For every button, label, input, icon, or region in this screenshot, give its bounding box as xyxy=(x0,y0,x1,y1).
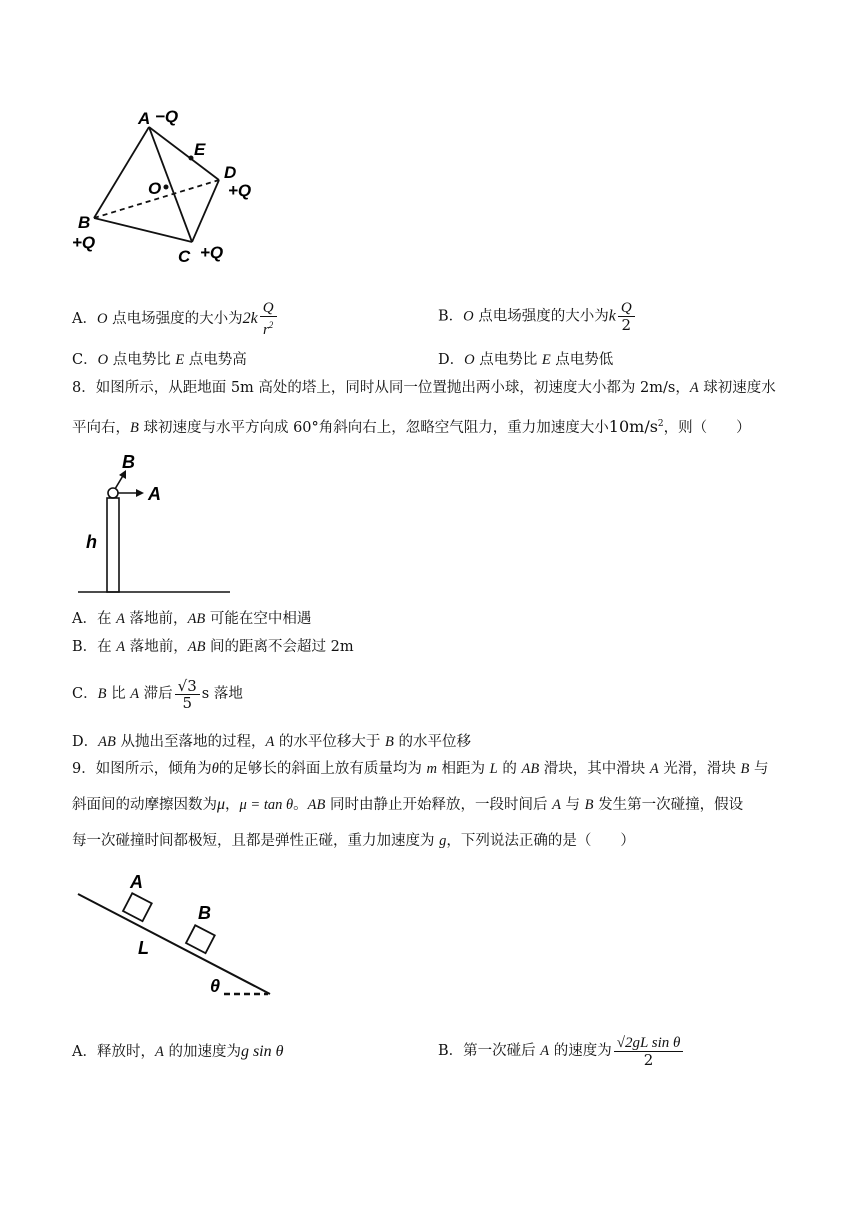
denominator: r xyxy=(262,322,269,338)
var-E: E xyxy=(541,352,551,368)
option-prefix: C． xyxy=(72,352,98,368)
stem-text: 球初速度水 xyxy=(698,380,776,396)
stem-text: ，则（ ） xyxy=(663,419,751,436)
stem-text: 同时由静止开始释放，一段时间后 xyxy=(325,797,553,813)
option-prefix: B．在 xyxy=(72,639,117,655)
q9-option-b xyxy=(438,1028,685,1074)
option-prefix: A． xyxy=(72,311,97,327)
label-A: A xyxy=(138,109,151,128)
option-text: 间的距离不会超过 2m xyxy=(205,639,354,655)
var-A: A xyxy=(552,797,561,813)
var-L: L xyxy=(489,761,498,777)
option-prefix: A．释放时， xyxy=(72,1044,155,1060)
label-charge-B: +Q xyxy=(72,233,96,252)
edge-BC xyxy=(94,218,192,242)
label-L: L xyxy=(138,938,149,958)
q9-stem-line1 xyxy=(72,759,768,779)
option-text: 的加速度为 xyxy=(163,1044,241,1060)
option-text: 的速度为 xyxy=(549,1043,612,1059)
point-O xyxy=(164,185,169,190)
denominator: 5 xyxy=(182,693,192,712)
coef: k xyxy=(608,307,616,325)
label-charge-C: +Q xyxy=(200,243,224,262)
stem-text: 发生第一次碰撞，假设 xyxy=(593,797,744,813)
option-text: 可能在空中相遇 xyxy=(205,611,312,627)
label-h: h xyxy=(86,532,97,552)
block-B xyxy=(186,925,215,953)
option-prefix: A．在 xyxy=(72,611,117,627)
var-O: O xyxy=(97,352,109,368)
numerator: Q xyxy=(260,300,277,317)
q9-stem-line3 xyxy=(72,831,635,851)
coef: 2k xyxy=(242,310,258,327)
label-charge-D: +Q xyxy=(228,181,252,200)
stem-text: 每一次碰撞时间都极短，且都是弹性正碰，重力加速度为 xyxy=(72,833,440,849)
denominator: 2 xyxy=(621,316,632,334)
fraction xyxy=(260,300,277,338)
q9-option-a xyxy=(72,1042,283,1062)
option-text: 点电势低 xyxy=(550,352,614,368)
var-theta: θ xyxy=(211,761,219,777)
option-text: 点电势比 xyxy=(474,352,542,368)
numerator: √2gL sin θ xyxy=(614,1035,684,1052)
option-prefix: C． xyxy=(72,686,98,702)
var-A: A xyxy=(116,639,126,655)
var-B: B xyxy=(97,686,107,702)
option-text: 的水平位移大于 xyxy=(274,734,386,750)
stem-text: 的 xyxy=(497,761,522,777)
var-g: g xyxy=(439,833,447,849)
stem-text: 。 xyxy=(293,797,308,813)
edge-CD xyxy=(192,180,219,242)
var-AB: AB xyxy=(98,734,116,750)
fraction xyxy=(614,1035,684,1068)
block-A xyxy=(123,893,152,921)
q8-option-a xyxy=(72,609,311,629)
option-prefix: D． xyxy=(438,352,465,368)
tetrahedron-figure xyxy=(70,100,280,270)
q7-option-b xyxy=(438,300,637,333)
var-AB: AB xyxy=(187,639,206,655)
incline-line xyxy=(78,894,270,994)
expression: g sin θ xyxy=(240,1043,284,1060)
option-text: s 落地 xyxy=(201,686,243,702)
equation: μ = tan θ xyxy=(239,797,294,813)
var-A: A xyxy=(689,380,699,396)
stem-text: 与 xyxy=(749,761,769,777)
label-A: A xyxy=(130,872,143,892)
q7-option-d xyxy=(438,350,613,370)
var-A: A xyxy=(154,1044,164,1060)
stem-text: 滑块，其中滑块 xyxy=(539,761,650,777)
option-text: 的水平位移 xyxy=(393,734,472,750)
stem-text: 光滑，滑块 xyxy=(658,761,741,777)
label-D: D xyxy=(224,163,237,182)
numerator: Q xyxy=(618,300,635,317)
tower xyxy=(107,498,119,592)
var-mu: μ xyxy=(217,796,226,813)
ball xyxy=(108,488,118,498)
q9-stem-line2 xyxy=(72,795,743,815)
stem-text: ， xyxy=(225,797,240,813)
g-value: 10m/s xyxy=(608,416,658,436)
stem-text: ，下列说法正确的是（ ） xyxy=(446,833,635,849)
var-A: A xyxy=(130,686,140,702)
arrowhead-A xyxy=(136,489,144,497)
option-text: 从抛出至落地的过程， xyxy=(115,734,266,750)
stem-text: 的足够长的斜面上放有质量均为 xyxy=(218,761,427,777)
var-AB: AB xyxy=(187,611,206,627)
fraction xyxy=(618,300,635,333)
option-text: 点电场强度的大小为 xyxy=(473,308,609,325)
var-AB: AB xyxy=(307,797,326,813)
denominator: 2 xyxy=(643,1050,654,1069)
label-O: O xyxy=(148,179,162,198)
var-A: A xyxy=(265,734,275,750)
option-text: 落地前， xyxy=(124,611,188,627)
var-O: O xyxy=(96,311,108,327)
var-B: B xyxy=(130,419,139,436)
var-B: B xyxy=(584,797,594,813)
label-A: A xyxy=(148,484,161,504)
q8-stem-line1 xyxy=(72,378,776,398)
label-E: E xyxy=(194,140,206,159)
numerator: √3 xyxy=(175,678,200,695)
stem-text: 球初速度与水平方向成 60°角斜向右上，忽略空气阻力，重力加速度大小 xyxy=(138,419,609,436)
stem-text: 9．如图所示，倾角为 xyxy=(72,761,212,777)
label-B: B xyxy=(198,903,211,923)
option-prefix: D． xyxy=(72,734,99,750)
option-text: 滞后 xyxy=(139,686,173,702)
incline-figure xyxy=(74,868,284,1002)
q8-option-c xyxy=(72,672,243,716)
label-theta: θ xyxy=(210,976,221,996)
exponent: 2 xyxy=(268,320,274,330)
var-A: A xyxy=(540,1043,550,1059)
label-B: B xyxy=(122,452,135,472)
var-A: A xyxy=(649,761,659,777)
label-charge-A: −Q xyxy=(155,107,179,126)
option-text: 点电场强度的大小为 xyxy=(107,311,243,327)
var-B: B xyxy=(740,761,750,777)
option-text: 落地前， xyxy=(125,639,188,655)
option-text: 比 xyxy=(106,686,131,702)
stem-text: 斜面间的动摩擦因数为 xyxy=(72,797,217,813)
stem-text: 平向右， xyxy=(72,419,130,436)
var-O: O xyxy=(463,308,474,325)
option-text: 点电势高 xyxy=(184,352,247,368)
stem-text: 相距为 xyxy=(436,761,490,777)
q8-stem-line2 xyxy=(72,414,751,438)
var-AB: AB xyxy=(521,761,540,777)
q8-option-b xyxy=(72,637,354,657)
exponent: 2 xyxy=(657,419,664,429)
option-prefix: B．第一次碰后 xyxy=(438,1043,541,1059)
var-B: B xyxy=(385,734,394,750)
q8-option-d xyxy=(72,732,471,752)
label-C: C xyxy=(178,247,191,266)
q7-option-c xyxy=(72,350,247,370)
tower-figure xyxy=(78,448,238,598)
point-E xyxy=(189,156,194,161)
stem-text: 与 xyxy=(560,797,585,813)
var-E: E xyxy=(175,352,185,368)
option-text: 点电势比 xyxy=(108,352,176,368)
var-O: O xyxy=(464,352,475,368)
label-B: B xyxy=(78,213,91,232)
var-m: m xyxy=(426,761,437,777)
q7-option-a xyxy=(72,300,279,338)
option-prefix: B． xyxy=(438,308,464,325)
var-A: A xyxy=(116,611,125,627)
fraction xyxy=(175,678,200,711)
stem-text: 8．如图所示，从距地面 5m 高处的塔上，同时从同一位置抛出两小球，初速度大小都为 2m/s， xyxy=(72,380,690,396)
